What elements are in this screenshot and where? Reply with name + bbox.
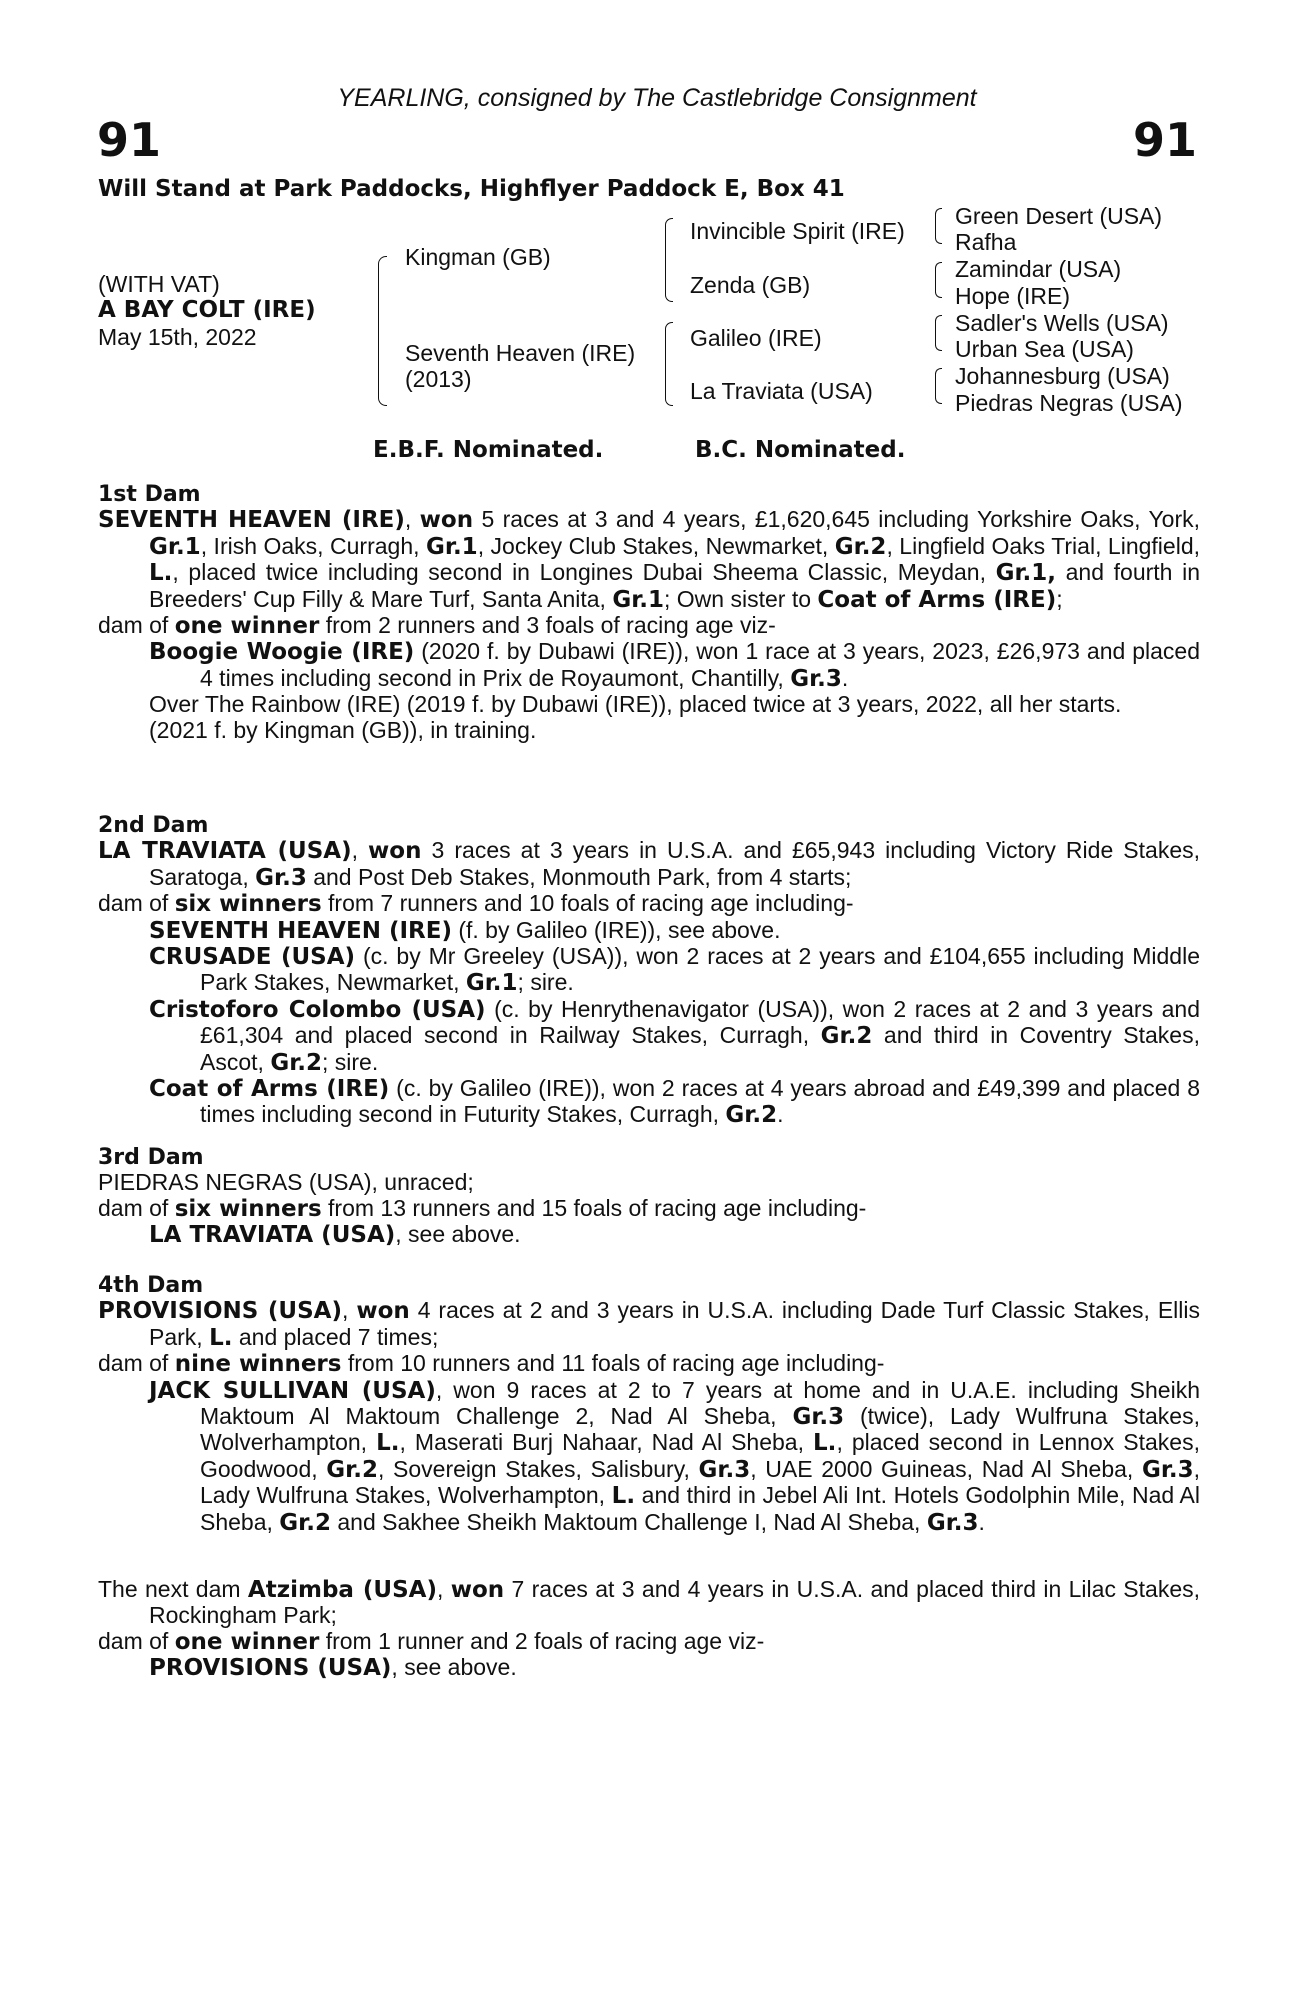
second-dam-produce-3: Cristoforo Colombo (USA) (c. by Henrythenavigator (USA)), won 2 races at 2 and 3 years and £61,304 and placed second in Railway Stakes, Curragh, Gr.2 and third in Coventry Stakes, Ascot, Gr.2; sire.: [149, 995, 1200, 1076]
vat-note: (WITH VAT): [98, 271, 220, 297]
pedigree-dam: Seventh Heaven (IRE): [405, 340, 636, 366]
third-dam-produce-1: LA TRAVIATA (USA), see above.: [149, 1221, 521, 1249]
bc-nomination: B.C. Nominated.: [695, 437, 906, 463]
pedigree-dam-year: (2013): [405, 366, 472, 392]
first-dam-record: SEVENTH HEAVEN (IRE), won 5 races at 3 and 4 years, £1,620,645 including Yorkshire Oaks, York, Gr.1, Irish Oaks, Curragh, Gr.1, Jockey Club Stakes, Newmarket, Gr.2, Lingfield Oaks Trial, Lingfield, L., placed twice including second in Longines Dubai Sheema Classic, Meydan, Gr.1, and fourth in Breeders' Cup Filly & Mare Turf, Santa Anita, Gr.1; Own sister to Coat of Arms (IRE);: [98, 506, 1201, 613]
pedigree-sire-dam: Zenda (GB): [690, 272, 811, 298]
pedigree-brace-g56: [935, 315, 942, 351]
first-dam-produce-summary: dam of one winner from 2 runners and 3 foals of racing age viz-: [98, 612, 776, 640]
pedigree-sire: Kingman (GB): [405, 244, 551, 270]
second-dam-produce-2: CRUSADE (USA) (c. by Mr Greeley (USA)), won 2 races at 2 years and £104,655 including Middle Park Stakes, Newmarket, Gr.1; sire.: [149, 943, 1200, 997]
pedigree-brace-g78: [935, 368, 942, 404]
fourth-dam-produce-1: JACK SULLIVAN (USA), won 9 races at 2 to 7 years at home and in U.A.E. including Sheikh Maktoum Al Maktoum Challenge 2, Nad Al Sheba, Gr.3 (twice), Lady Wulfruna Stakes, Wolverhampton, L., Maserati Burj Nahaar, Nad Al Sheba, L., placed second in Lennox Stakes, Goodwood, Gr.2, Sovereign Stakes, Salisbury, Gr.3, UAE 2000 Guineas, Nad Al Sheba, Gr.3, Lady Wulfruna Stakes, Wolverhampton, L. and third in Jebel Ali Int. Hotels Godolphin Mile, Nad Al Sheba, Gr.2 and Sakhee Sheikh Maktoum Challenge I, Nad Al Sheba, Gr.3.: [149, 1376, 1201, 1536]
pedigree-brace-sire: [665, 218, 673, 302]
second-dam-produce-summary: dam of six winners from 7 runners and 10 foals of racing age including-: [98, 890, 854, 918]
pedigree-dam-sire: Galileo (IRE): [690, 325, 822, 351]
second-dam-heading: 2nd Dam: [98, 813, 209, 838]
second-dam-record: LA TRAVIATA (USA), won 3 races at 3 years in U.S.A. and £65,943 including Victory Ride Stakes, Saratoga, Gr.3 and Post Deb Stakes, Monmouth Park, from 4 starts;: [98, 837, 1200, 891]
fourth-dam-produce-summary: dam of nine winners from 10 runners and 11 foals of racing age including-: [98, 1350, 885, 1378]
third-dam-section: [98, 1144, 1200, 1249]
first-dam-produce-1: Boogie Woogie (IRE) (2020 f. by Dubawi (IRE)), won 1 race at 3 years, 2023, £26,973 and placed 4 times including second in Prix de Royaumont, Chantilly, Gr.3.: [149, 638, 1200, 692]
pedigree-g4: Hope (IRE): [955, 283, 1071, 309]
next-dam-produce-1: PROVISIONS (USA), see above.: [149, 1654, 517, 1682]
second-dam-section: [98, 812, 1200, 1129]
stand-location: Will Stand at Park Paddocks, Highflyer Paddock E, Box 41: [98, 176, 845, 202]
pedigree-brace-main: [378, 256, 387, 406]
horse-name: A BAY COLT (IRE): [98, 297, 316, 323]
first-dam-section: [98, 481, 1200, 743]
lot-number-left: 91: [97, 113, 162, 167]
pedigree-g6: Urban Sea (USA): [955, 336, 1134, 362]
ebf-nomination: E.B.F. Nominated.: [373, 437, 604, 463]
second-dam-produce-4: Coat of Arms (IRE) (c. by Galileo (IRE)), won 2 races at 4 years abroad and £49,399 and placed 8 times including second in Futurity Stakes, Curragh, Gr.2.: [149, 1075, 1200, 1129]
pedigree-dam-dam: La Traviata (USA): [690, 378, 873, 404]
lot-number-right: 91: [1132, 113, 1197, 167]
foaling-date: May 15th, 2022: [98, 324, 257, 350]
pedigree-brace-dam: [665, 322, 673, 406]
first-dam-produce-3: (2021 f. by Kingman (GB)), in training.: [149, 716, 537, 743]
consignor-line: YEARLING, consigned by The Castlebridge Consignment: [337, 84, 977, 112]
fourth-dam-record: PROVISIONS (USA), won 4 races at 2 and 3 years in U.S.A. including Dade Turf Classic Stakes, Ellis Park, L. and placed 7 times;: [98, 1297, 1201, 1351]
first-dam-produce-2: Over The Rainbow (IRE) (2019 f. by Dubawi (IRE)), placed twice at 3 years, 2022, all her starts.: [149, 691, 1122, 718]
third-dam-produce-summary: dam of six winners from 13 runners and 15 foals of racing age including-: [98, 1194, 867, 1222]
pedigree-g1: Green Desert (USA): [955, 203, 1163, 229]
first-dam-heading: 1st Dam: [98, 482, 201, 507]
fourth-dam-heading: 4th Dam: [98, 1273, 204, 1298]
pedigree-g7: Johannesburg (USA): [955, 363, 1170, 389]
fourth-dam-section: [98, 1272, 1200, 1536]
pedigree-g2: Rafha: [955, 229, 1017, 255]
pedigree-sire-sire: Invincible Spirit (IRE): [690, 218, 905, 244]
pedigree-g5: Sadler's Wells (USA): [955, 310, 1169, 336]
second-dam-produce-1: SEVENTH HEAVEN (IRE) (f. by Galileo (IRE)), see above.: [149, 916, 781, 944]
pedigree-brace-g12: [935, 208, 942, 244]
pedigree-brace-g34: [935, 262, 942, 298]
third-dam-heading: 3rd Dam: [98, 1145, 204, 1170]
pedigree-g8: Piedras Negras (USA): [955, 390, 1183, 416]
next-dam-section: [98, 1577, 1200, 1682]
next-dam-produce-summary: dam of one winner from 1 runner and 2 foals of racing age viz-: [98, 1627, 765, 1655]
next-dam-record: The next dam Atzimba (USA), won 7 races at 3 and 4 years in U.S.A. and placed third in Lilac Stakes, Rockingham Park;: [98, 1576, 1201, 1629]
third-dam-record: PIEDRAS NEGRAS (USA), unraced;: [98, 1169, 474, 1196]
pedigree-g3: Zamindar (USA): [955, 256, 1122, 282]
